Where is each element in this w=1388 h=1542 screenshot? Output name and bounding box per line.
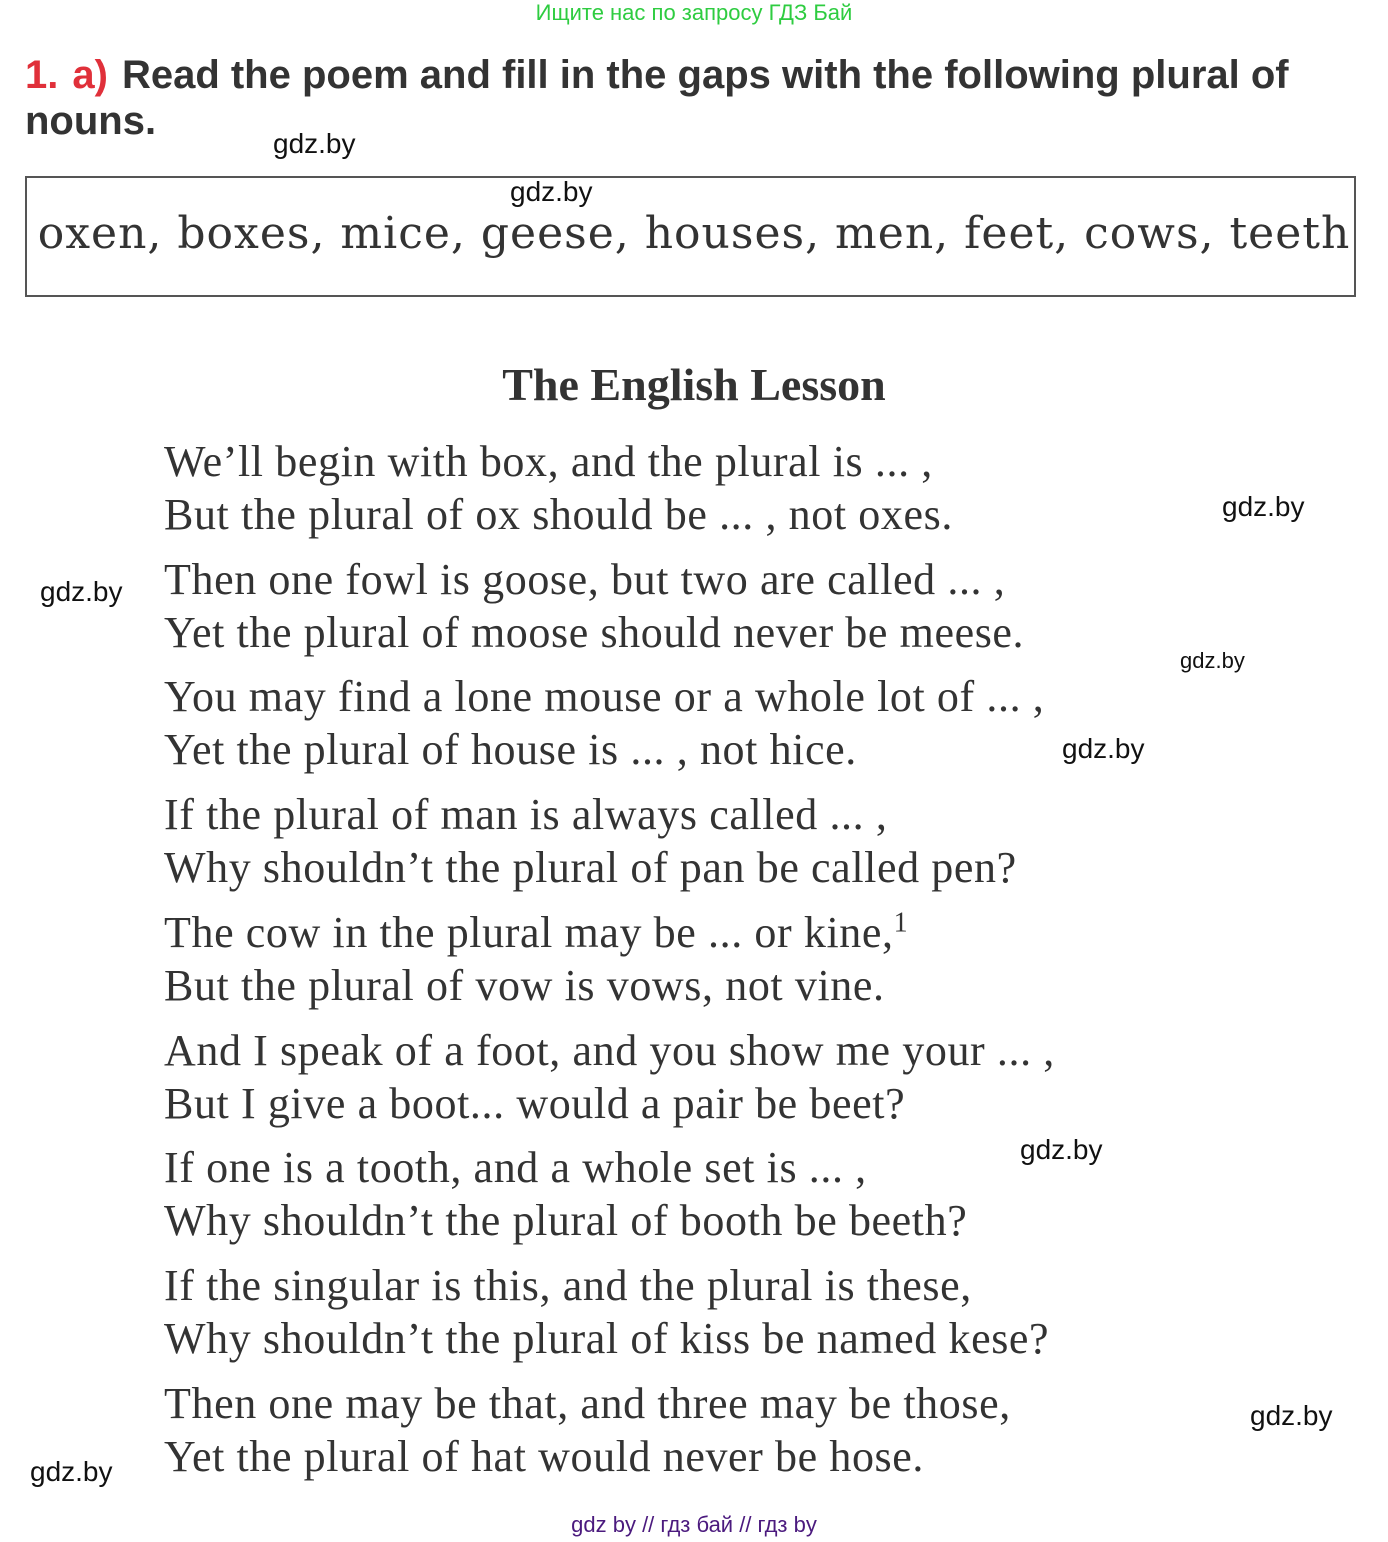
poem-line [164, 1431, 924, 1482]
poem-line-text: Why shouldn’t the plural of pan be called pen? [164, 843, 1017, 893]
watermark: gdz.by [273, 128, 356, 159]
poem-line-text: Yet the plural of house is ... , not hice. [164, 725, 857, 775]
poem-line-text: Yet the plural of hat would never be hose. [164, 1431, 925, 1481]
watermark: gdz.by [1250, 1400, 1333, 1431]
poem-line [164, 554, 1005, 605]
poem-line-text: But the plural of ox should be ... , not oxes. [164, 490, 953, 539]
task-heading [25, 52, 1365, 144]
watermark: gdz.by [510, 176, 593, 207]
poem-line [164, 1025, 1055, 1076]
poem-line-text: We’ll begin with box, and the plural is ... , [164, 437, 933, 486]
poem-line [164, 1260, 972, 1311]
task-subletter: a) [72, 53, 108, 97]
footer-links[interactable]: gdz by // гдз бай // гдз by [571, 1512, 817, 1537]
poem-line-text: Yet the plural of moose should never be meese. [164, 607, 1025, 657]
poem-line [164, 1313, 1049, 1364]
poem-line [164, 607, 1024, 658]
poem-line [164, 1078, 905, 1129]
poem-line-text: But I give a boot... would a pair be beet? [164, 1078, 906, 1128]
watermark: gdz.by [1020, 1134, 1103, 1165]
poem-line [164, 436, 933, 487]
poem-line [164, 842, 1017, 893]
watermark: gdz.by [1180, 648, 1245, 673]
watermark: gdz.by [1222, 491, 1305, 522]
watermark: gdz.by [1062, 733, 1145, 764]
poem-line [164, 489, 953, 540]
poem-line-text: If one is a tooth, and a whole set is ... , [164, 1143, 867, 1193]
poem-line-text: But the plural of vow is vows, not vine. [164, 960, 885, 1010]
poem-line-text: Then one fowl is goose, but two are called ... , [164, 554, 1006, 604]
word-list: oxen, boxes, mice, geese, houses, men, feet, cows, teeth [37, 208, 1351, 259]
poem-line-text: Why shouldn’t the plural of booth be beeth? [164, 1196, 968, 1246]
poem-line-text: If the plural of man is always called ... , [164, 790, 888, 840]
task-number: 1. [25, 53, 59, 97]
poem-line [164, 1195, 967, 1246]
promo-banner: Ищите нас по запросу ГДЗ Бай [535, 0, 853, 25]
poem-line [164, 907, 908, 958]
poem-line [164, 960, 885, 1011]
poem-title: The English Lesson [502, 359, 886, 410]
poem-line [164, 789, 887, 840]
watermark: gdz.by [40, 576, 123, 607]
poem-line [164, 1378, 1011, 1429]
poem-line-text: You may find a lone mouse or a whole lot of ... , [164, 672, 1045, 722]
poem-line [164, 1142, 867, 1193]
poem-line [164, 724, 857, 775]
poem-line-text: If the singular is this, and the plural is these, [164, 1260, 972, 1310]
poem-line-text: Then one may be that, and three may be those, [164, 1378, 1011, 1428]
poem-line-text: Why shouldn’t the plural of kiss be named kese? [164, 1313, 1050, 1363]
watermark: gdz.by [30, 1456, 113, 1487]
poem-line-text: The cow in the plural may be ... or kine, [164, 907, 894, 957]
poem-line [164, 671, 1044, 722]
task-instruction: Read the poem and fill in the gaps with the following plural of nouns. [25, 53, 1289, 143]
poem-line-text: And I speak of a foot, and you show me your ... , [164, 1025, 1055, 1075]
footnote-mark: 1 [893, 907, 909, 939]
